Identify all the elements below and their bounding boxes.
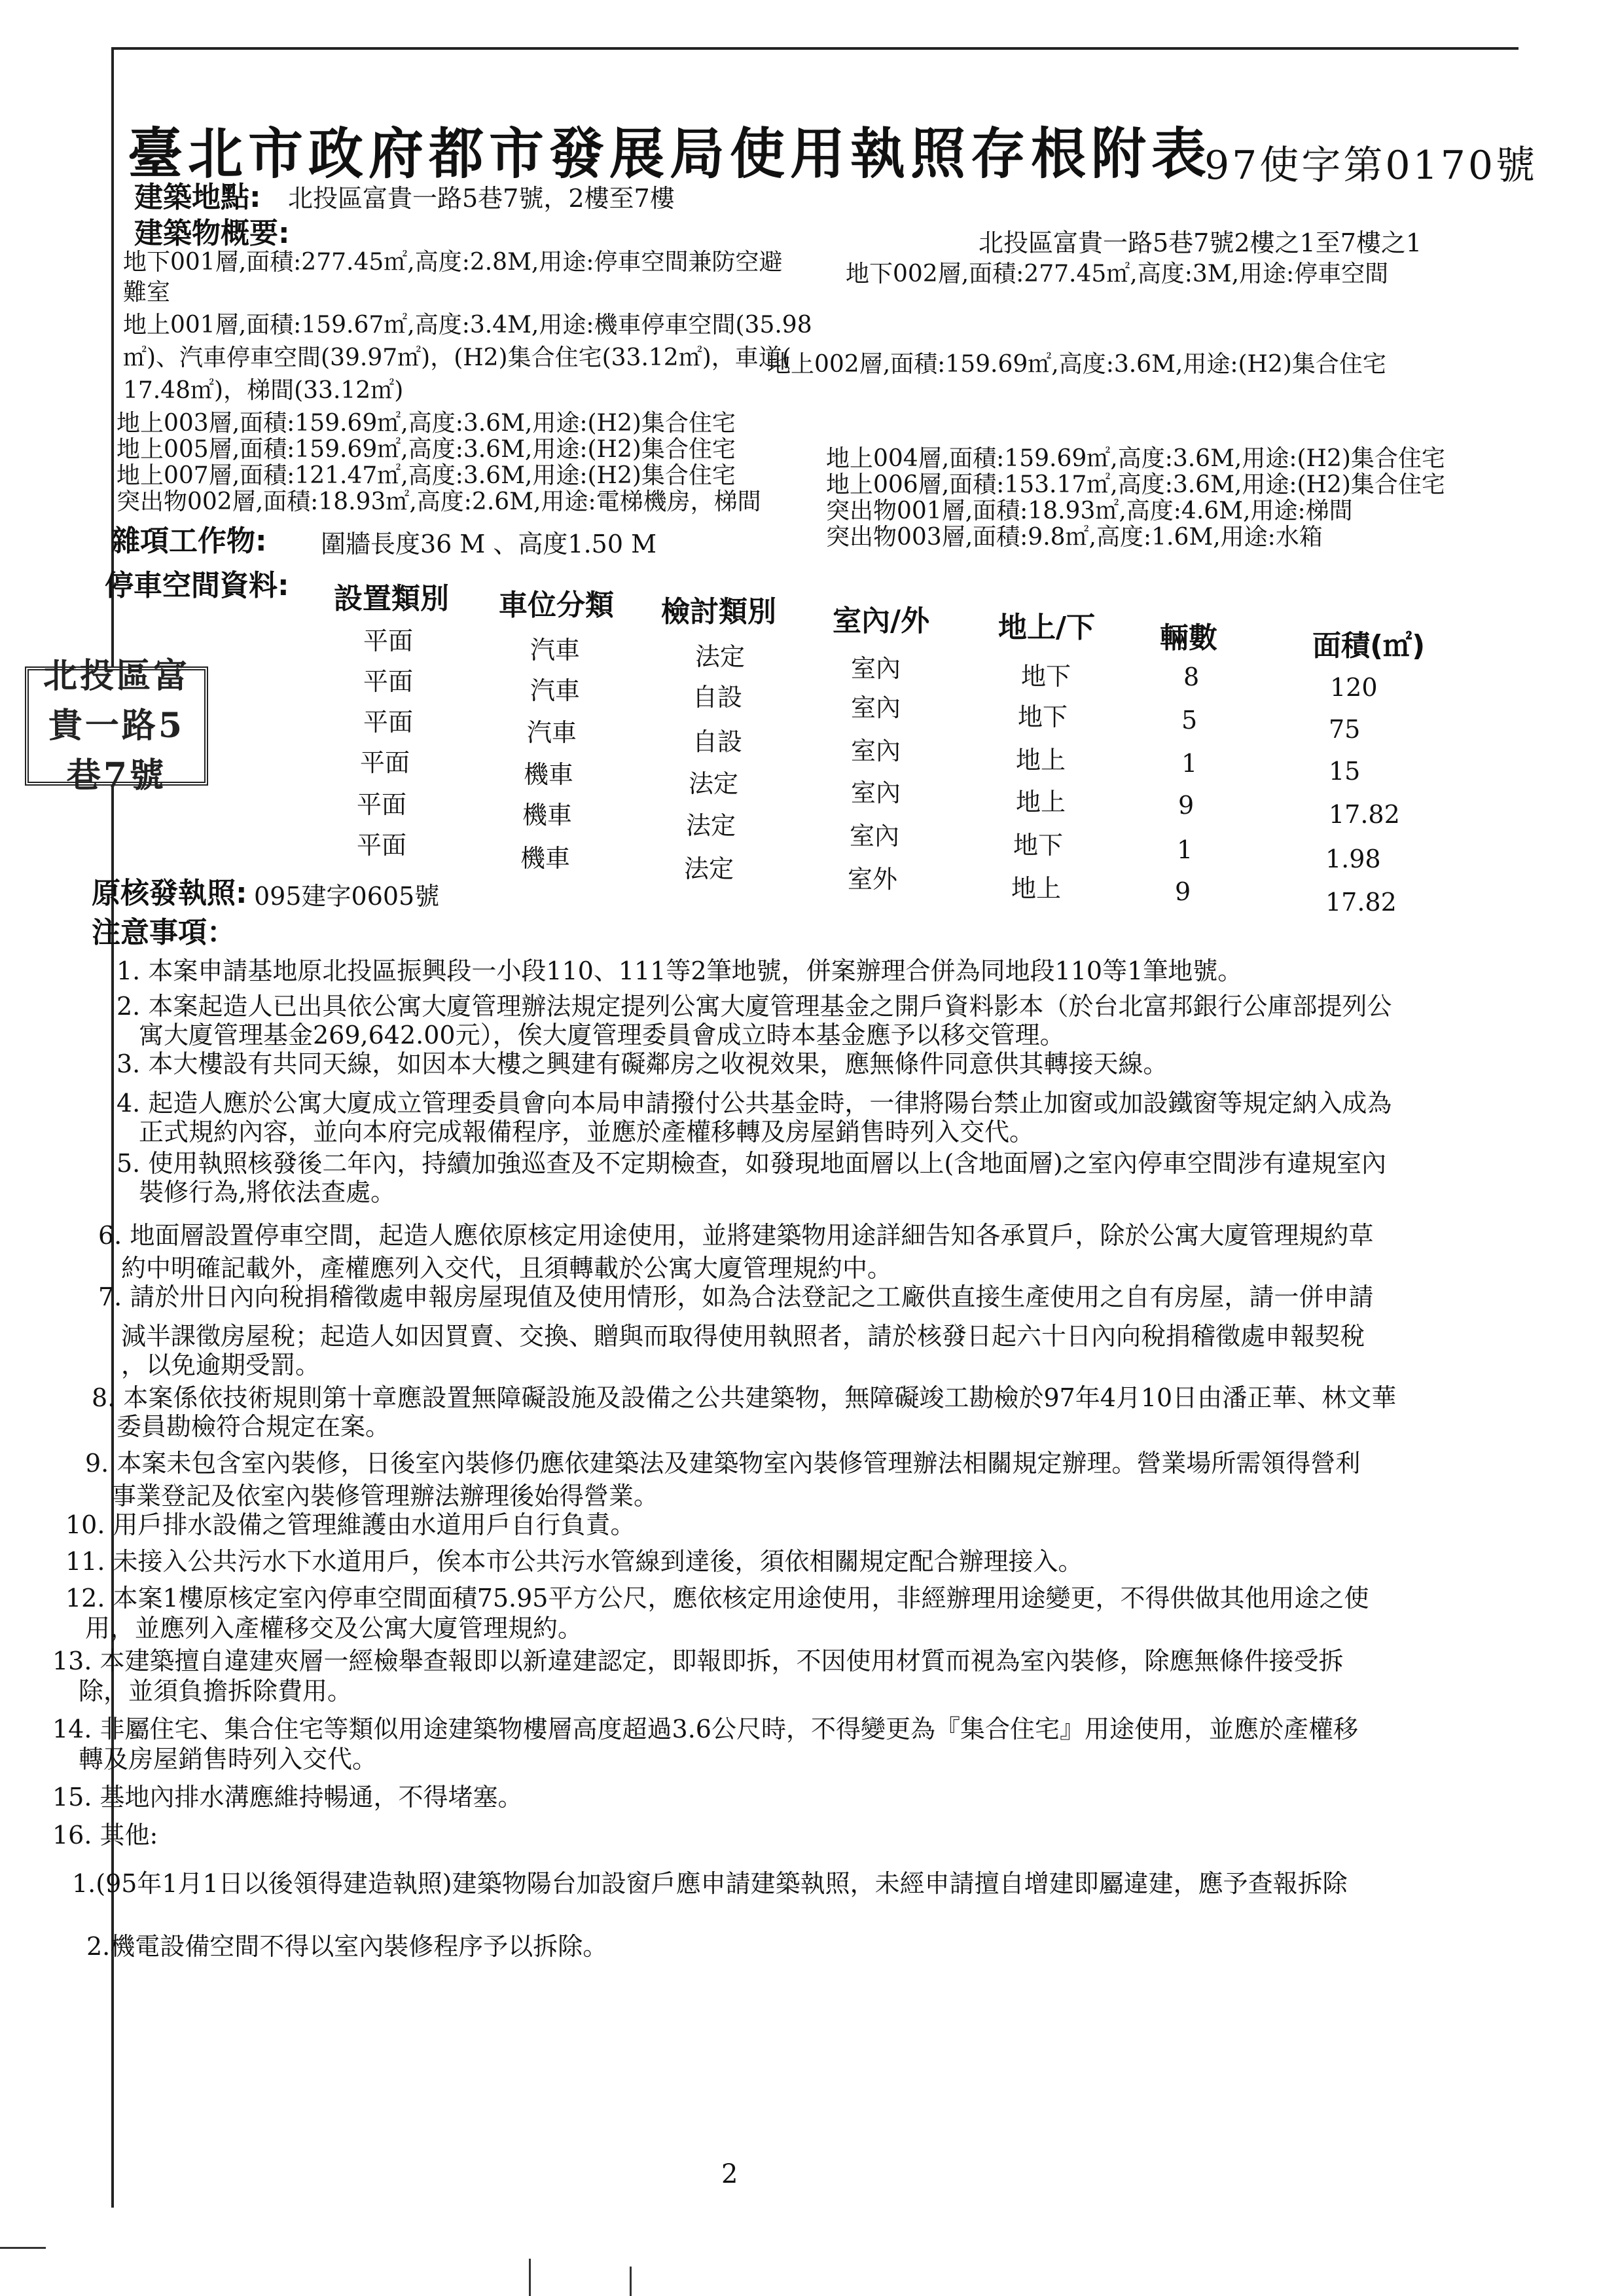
parking-cell: 地上 bbox=[1016, 788, 1066, 816]
scan-artifact bbox=[0, 2247, 46, 2249]
parking-cell: 120 bbox=[1330, 673, 1378, 702]
parking-cell: 地上 bbox=[1011, 874, 1062, 903]
note-line: 5. 使用執照核發後二年內，持續加強巡查及不定期檢查，如發現地面層以上(含地面層)之室內停車空間涉有違規室內 bbox=[117, 1149, 1386, 1178]
parking-label: 停車空間資料: bbox=[105, 569, 289, 602]
parking-cell: 汽車 bbox=[530, 636, 581, 665]
site-address: 北投區富貴一路5巷7號，2樓至7樓 bbox=[288, 184, 675, 213]
license-number: 97使字第0170號 bbox=[1204, 143, 1538, 189]
parking-header: 設置類別 bbox=[334, 582, 449, 615]
parking-cell: 平面 bbox=[363, 627, 414, 655]
note-line: 2. 本案起造人已出具依公寓大廈管理辦法規定提列公寓大廈管理基金之開戶資料影本（於台北富邦銀行公庫部提列公 bbox=[117, 992, 1392, 1021]
parking-header: 地上/下 bbox=[998, 611, 1096, 644]
parking-cell: 75 bbox=[1329, 715, 1361, 744]
parking-cell: 機車 bbox=[522, 801, 573, 829]
note-line: 除，並須負擔拆除費用。 bbox=[79, 1677, 353, 1705]
parking-cell: 地下 bbox=[1013, 831, 1064, 860]
building-line: 突出物003層,面積:9.8㎡,高度:1.6M,用途:水箱 bbox=[826, 524, 1323, 551]
parking-cell: 汽車 bbox=[527, 718, 577, 747]
building-line: 突出物002層,面積:18.93㎡,高度:2.6M,用途:電梯機房，梯間 bbox=[117, 488, 761, 515]
parking-header: 檢討類別 bbox=[661, 595, 776, 629]
building-line: ㎡)、汽車停車空間(39.97㎡)，(H2)集合住宅(33.12㎡)，車道( bbox=[123, 344, 791, 371]
note-line: 7. 請於卅日內向稅捐稽徵處申報房屋現值及使用情形，如為合法登記之工廠供直接生產使用之自有房屋，請一併申請 bbox=[98, 1283, 1374, 1311]
parking-cell: 地下 bbox=[1021, 662, 1071, 691]
misc-value: 圍牆長度36 M 、高度1.50 M bbox=[321, 530, 657, 558]
note-line: 1. 本案申請基地原北投區振興段一小段110、111等2筆地號，併案辦理合併為同地段110等1筆地號。 bbox=[117, 957, 1243, 985]
note-line: 委員勘檢符合規定在案。 bbox=[117, 1412, 391, 1441]
building-line: 難室 bbox=[123, 279, 171, 306]
note-line: 正式規約內容，並向本府完成報備程序，並應於產權移轉及房屋銷售時列入交代。 bbox=[139, 1118, 1035, 1146]
parking-cell: 8 bbox=[1183, 663, 1200, 691]
note-line: 14. 非屬住宅、集合住宅等類似用途建築物樓層高度超過3.6公尺時，不得變更為『集合住宅』用途使用，並應於產權移 bbox=[52, 1715, 1358, 1743]
scan-frame-top bbox=[111, 47, 1519, 50]
parking-cell: 平面 bbox=[357, 831, 407, 860]
parking-cell: 室內 bbox=[851, 737, 901, 765]
official-seal-stamp: 北投區富貴一路5巷7號 bbox=[25, 666, 208, 786]
original-license-value: 095建字0605號 bbox=[254, 882, 440, 911]
building-line: 地下001層,面積:277.45㎡,高度:2.8M,用途:停車空間兼防空避 bbox=[123, 249, 783, 276]
parking-cell: 9 bbox=[1175, 877, 1191, 906]
note-line: 16. 其他: bbox=[52, 1821, 158, 1850]
parking-cell: 1.98 bbox=[1325, 845, 1381, 873]
note-line: 3. 本大樓設有共同天線，如因本大樓之興建有礙鄰房之收視效果，應無條件同意供其轉接天線。 bbox=[117, 1049, 1168, 1078]
note-line: 8. 本案係依技術規則第十章應設置無障礙設施及設備之公共建築物，無障礙竣工勘檢於97年4月10日由潘正華、林文華 bbox=[92, 1383, 1397, 1412]
building-line: 地上005層,面積:159.69㎡,高度:3.6M,用途:(H2)集合住宅 bbox=[117, 436, 736, 463]
note-line: 9. 本案未包含室內裝修，日後室內裝修仍應依建築法及建築物室內裝修管理辦法相關規定辦理。營業場所需領得營利 bbox=[85, 1449, 1361, 1478]
parking-cell: 平面 bbox=[363, 708, 414, 737]
parking-cell: 平面 bbox=[363, 667, 414, 696]
note-line: 10. 用戶排水設備之管理維護由水道用戶自行負責。 bbox=[65, 1510, 636, 1539]
parking-cell: 室外 bbox=[848, 865, 898, 894]
parking-header: 室內/外 bbox=[833, 604, 930, 638]
parking-cell: 自設 bbox=[692, 683, 743, 712]
parking-cell: 機車 bbox=[524, 760, 574, 789]
parking-cell: 17.82 bbox=[1329, 800, 1400, 829]
note-line: 1.(95年1月1日以後領得建造執照)建築物陽台加設窗戶應申請建築執照，未經申請擅自增建即屬違建，應予查報拆除 bbox=[72, 1869, 1348, 1898]
page-number: 2 bbox=[721, 2159, 738, 2189]
building-line: 地上007層,面積:121.47㎡,高度:3.6M,用途:(H2)集合住宅 bbox=[117, 462, 736, 489]
note-line: 轉及房屋銷售時列入交代。 bbox=[79, 1745, 378, 1774]
parking-cell: 15 bbox=[1329, 757, 1361, 786]
parking-cell: 法定 bbox=[689, 769, 739, 798]
scan-artifact bbox=[529, 2259, 531, 2296]
note-line: 約中明確記載外，產權應列入交代，且須轉載於公寓大廈管理規約中。 bbox=[121, 1254, 893, 1283]
note-line: 用，並應列入產權移交及公寓大廈管理規約。 bbox=[85, 1614, 583, 1643]
building-line: 地上001層,面積:159.67㎡,高度:3.4M,用途:機車停車空間(35.98 bbox=[123, 312, 812, 338]
building-line: 地上004層,面積:159.69㎡,高度:3.6M,用途:(H2)集合住宅 bbox=[826, 445, 1445, 472]
notes-label: 注意事項： bbox=[92, 916, 236, 949]
parking-cell: 機車 bbox=[520, 844, 571, 873]
building-line: 地上003層,面積:159.69㎡,高度:3.6M,用途:(H2)集合住宅 bbox=[117, 410, 736, 437]
site-label: 建築地點: bbox=[134, 181, 261, 214]
note-line: 4. 起造人應於公寓大廈成立管理委員會向本局申請撥付公共基金時，一律將陽台禁止加窗或加設鐵窗等規定納入成為 bbox=[117, 1089, 1392, 1118]
parking-cell: 法定 bbox=[686, 811, 736, 840]
parking-cell: 室內 bbox=[850, 822, 900, 850]
parking-cell: 室內 bbox=[851, 654, 901, 683]
note-line: 11. 未接入公共污水下水道用戶，俟本市公共污水管線到達後，須依相關規定配合辦理接入。 bbox=[65, 1547, 1083, 1576]
building-line: 地上006層,面積:153.17㎡,高度:3.6M,用途:(H2)集合住宅 bbox=[826, 471, 1445, 498]
parking-cell: 平面 bbox=[360, 748, 410, 777]
parking-header: 車位分類 bbox=[499, 589, 614, 622]
parking-cell: 地下 bbox=[1018, 702, 1068, 731]
scan-artifact bbox=[630, 2267, 632, 2296]
parking-cell: 自設 bbox=[692, 727, 743, 756]
parking-cell: 平面 bbox=[357, 790, 407, 819]
note-line: 12. 本案1樓原核定室內停車空間面積75.95平方公尺，應依核定用途使用，非經辦理用途變更，不得供做其他用途之使 bbox=[65, 1584, 1369, 1613]
parking-cell: 17.82 bbox=[1325, 888, 1397, 917]
parking-cell: 9 bbox=[1178, 791, 1195, 820]
parking-header: 面積(㎡) bbox=[1312, 629, 1426, 663]
building-line: 地下002層,面積:277.45㎡,高度:3M,用途:停車空間 bbox=[846, 261, 1389, 287]
parking-cell: 1 bbox=[1177, 835, 1193, 864]
note-line: 2.機電設備空間不得以室內裝修程序予以拆除。 bbox=[86, 1932, 608, 1961]
parking-cell: 法定 bbox=[684, 854, 734, 883]
note-line: ，以免逾期受罰。 bbox=[121, 1351, 321, 1379]
building-line: 突出物001層,面積:18.93㎡,高度:4.6M,用途:梯間 bbox=[826, 498, 1353, 524]
parking-cell: 室內 bbox=[851, 693, 901, 722]
misc-label: 雜項工作物: bbox=[111, 524, 267, 558]
parking-cell: 法定 bbox=[695, 642, 746, 671]
note-line: 15. 基地內排水溝應維持暢通，不得堵塞。 bbox=[52, 1783, 523, 1812]
parking-header: 輛數 bbox=[1160, 621, 1217, 655]
document-title: 臺北市政府都市發展局使用執照存根附表 bbox=[128, 121, 1212, 186]
parking-cell: 室內 bbox=[851, 778, 901, 807]
note-line: 6. 地面層設置停車空間，起造人應依原核定用途使用，並將建築物用途詳細告知各承買戶，除於公寓大廈管理規約草 bbox=[98, 1221, 1374, 1250]
parking-cell: 1 bbox=[1181, 749, 1198, 778]
note-line: 減半課徵房屋稅；起造人如因買賣、交換、贈與而取得使用執照者，請於核發日起六十日內向稅捐稽徵處申報契稅 bbox=[121, 1322, 1365, 1351]
building-line: 17.48㎡)，梯間(33.12㎡) bbox=[123, 377, 404, 404]
parking-cell: 5 bbox=[1181, 706, 1198, 735]
note-line: 13. 本建築擅自違建夾層一經檢舉查報即以新違建認定，即報即拆，不因使用材質而視為室內裝修，除應無條件接受拆 bbox=[52, 1647, 1344, 1675]
note-line: 寓大廈管理基金269,642.00元），俟大廈管理委員會成立時本基金應予以移交管理。 bbox=[139, 1021, 1065, 1049]
note-line: 事業登記及依室內裝修管理辦法辦理後始得營業。 bbox=[111, 1482, 659, 1510]
parking-cell: 地上 bbox=[1016, 746, 1066, 774]
building-label: 建築物概要: bbox=[134, 217, 290, 250]
parking-cell: 汽車 bbox=[530, 676, 581, 705]
original-license-label: 原核發執照: bbox=[92, 877, 247, 910]
site-address-units: 北投區富貴一路5巷7號2樓之1至7樓之1 bbox=[979, 228, 1422, 257]
building-line: 地上002層,面積:159.69㎡,高度:3.6M,用途:(H2)集合住宅 bbox=[767, 351, 1386, 378]
note-line: 裝修行為,將依法查處。 bbox=[139, 1178, 396, 1207]
